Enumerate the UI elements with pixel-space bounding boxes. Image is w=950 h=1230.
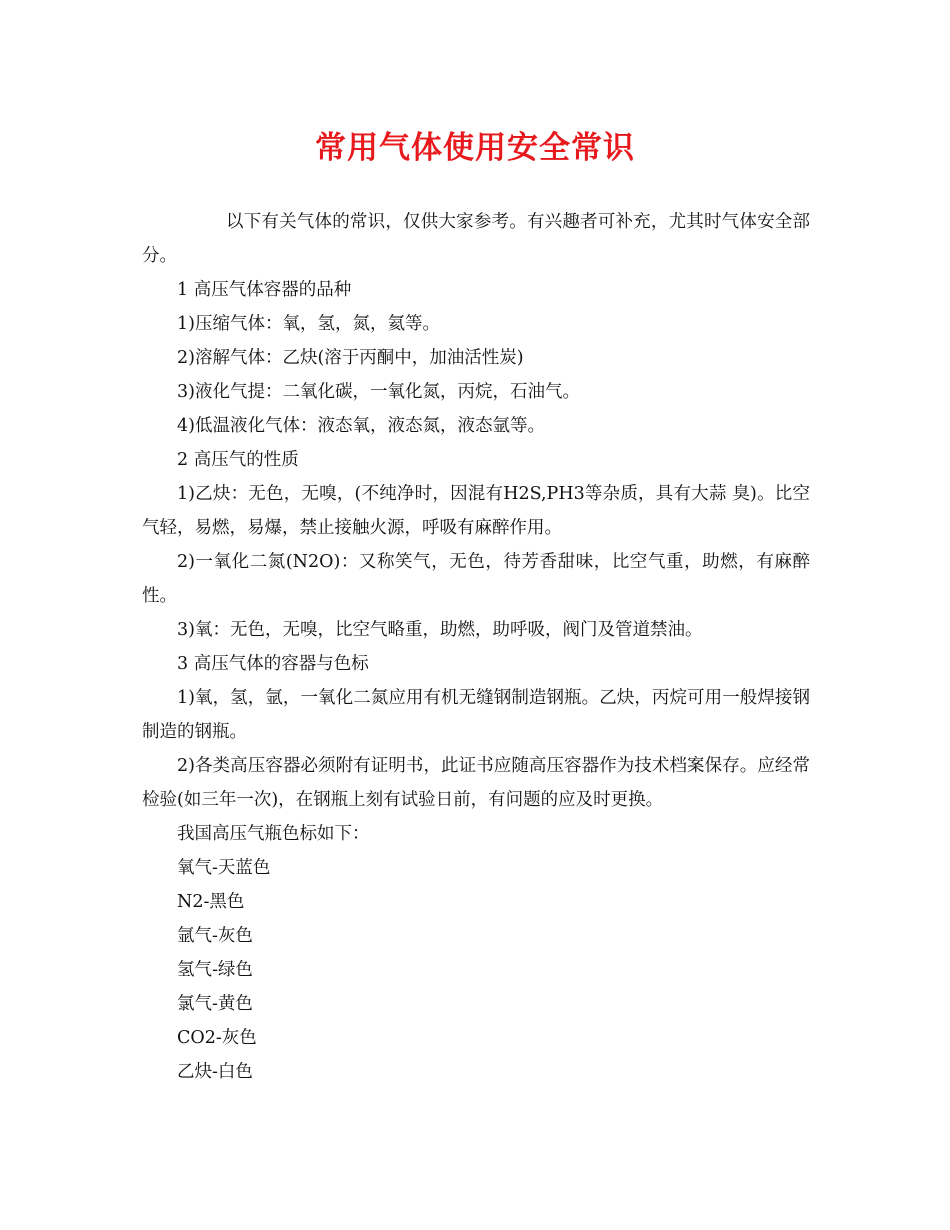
document-title: 常用气体使用安全常识 xyxy=(315,130,635,166)
list-item: 2)一氧化二氮(N2O)：又称笑气，无色，待芳香甜味，比空气重，助燃，有麻醉性。 xyxy=(142,552,810,606)
list-item: 2)溶解气体：乙炔(溶于丙酮中，加油活性炭) xyxy=(177,348,524,368)
color-code-intro: 我国高压气瓶色标如下： xyxy=(177,824,370,844)
color-code-item: 氩气-灰色 xyxy=(177,926,253,946)
list-item: 1)压缩气体：氧，氢，氮，氦等。 xyxy=(177,314,440,334)
color-code-item: N2-黑色 xyxy=(177,892,245,912)
list-item: 1)氧，氢，氩，一氧化二氮应用有机无缝钢制造钢瓶。乙炔，丙烷可用一般焊接钢制造的钢瓶。 xyxy=(142,688,810,742)
color-code-item: CO2-灰色 xyxy=(177,1028,257,1048)
color-code-item: 氯气-黄色 xyxy=(177,994,253,1014)
document-body xyxy=(142,205,810,1089)
list-item: 4)低温液化气体：液态氧，液态氮，液态氩等。 xyxy=(177,416,545,436)
list-item: 1)乙炔：无色，无嗅，(不纯净时，因混有H2S,PH3等杂质，具有大蒜 臭)。比空气轻，易燃，易爆，禁止接触火源，呼吸有麻醉作用。 xyxy=(142,484,810,538)
list-item: 2)各类高压容器必须附有证明书，此证书应随高压容器作为技术档案保存。应经常检验(如三年一次)，在钢瓶上刻有试验日前，有问题的应及时更换。 xyxy=(142,756,810,810)
section-heading-2: 2 高压气的性质 xyxy=(177,450,299,470)
color-code-item: 乙炔-白色 xyxy=(177,1062,253,1082)
section-heading-1: 1 高压气体容器的品种 xyxy=(177,280,352,300)
color-code-item: 氢气-绿色 xyxy=(177,960,253,980)
list-item: 3)氧：无色，无嗅，比空气略重，助燃，助呼吸，阀门及管道禁油。 xyxy=(177,620,703,640)
intro-paragraph: 以下有关气体的常识，仅供大家参考。有兴趣者可补充，尤其时气体安全部分。 xyxy=(142,212,810,266)
color-code-item: 氧气-天蓝色 xyxy=(177,858,271,878)
section-heading-3: 3 高压气体的容器与色标 xyxy=(177,654,369,674)
list-item: 3)液化气提：二氧化碳，一氧化氮，丙烷，石油气。 xyxy=(177,382,580,402)
